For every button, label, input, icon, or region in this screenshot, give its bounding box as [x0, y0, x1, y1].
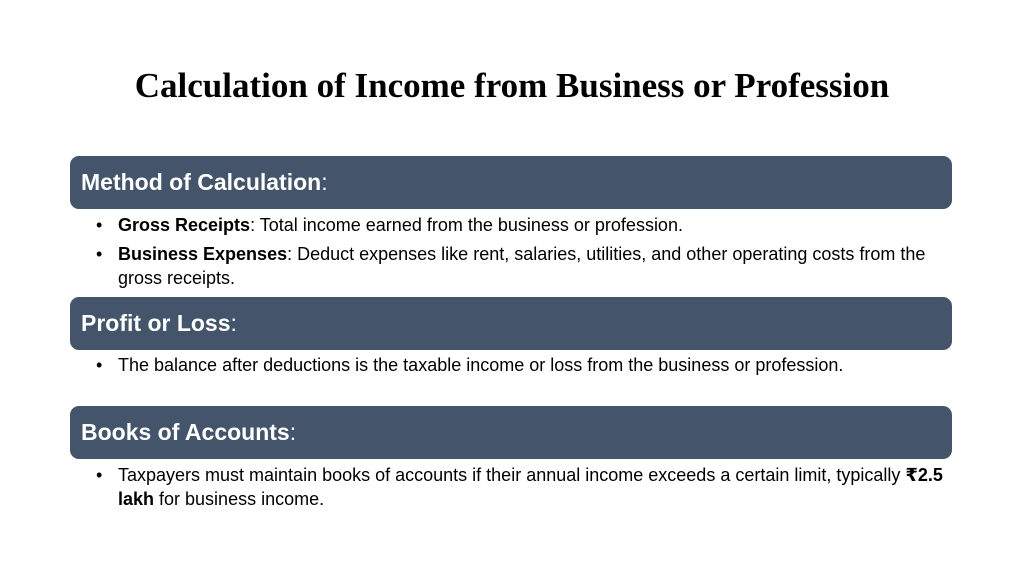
section-heading-text: Books of Accounts — [81, 419, 290, 445]
bullet-text-after: for business income. — [154, 489, 325, 509]
section-heading-colon: : — [321, 169, 328, 195]
bullet-item-business-expenses — [96, 242, 946, 290]
bullet-lead-term: Gross Receipts — [118, 215, 251, 235]
section-header-method-of-calculation — [70, 156, 952, 209]
section-header-profit-or-loss — [70, 297, 952, 350]
bullet-text: : Total income earned from the business or profession. — [250, 215, 683, 235]
slide-title: Calculation of Income from Business or Profession — [134, 66, 890, 105]
bullet-lead-term: Business Expenses — [118, 244, 288, 264]
bullet-dot-icon: • — [96, 465, 103, 485]
section-heading-colon: : — [230, 310, 237, 336]
bullet-item-balance — [96, 353, 946, 377]
bullet-dot-icon: • — [96, 244, 103, 264]
bullet-text: : Deduct expenses like rent, salaries, utilities, and other operating costs from the gross receipts. — [118, 244, 926, 288]
bullet-dot-icon: • — [96, 355, 103, 375]
bullet-text: The balance after deductions is the taxable income or loss from the business or profession. — [118, 355, 844, 375]
section-heading-text: Profit or Loss — [81, 310, 231, 336]
income-limit-amount: ₹2.5 lakh — [118, 465, 943, 509]
bullet-list-profit-or-loss — [96, 353, 946, 382]
section-heading-colon: : — [289, 419, 297, 445]
bullet-item-books-requirement — [96, 463, 946, 511]
bullet-dot-icon: • — [96, 215, 103, 235]
bullet-list-books-of-accounts — [96, 463, 946, 516]
bullet-list-method-of-calculation — [96, 213, 946, 295]
section-heading-text: Method of Calculation — [81, 169, 322, 195]
bullet-text: Taxpayers must maintain books of accounts if their annual income exceeds a certain limit, typically — [118, 465, 906, 485]
bullet-item-gross-receipts — [96, 213, 946, 237]
section-header-books-of-accounts — [70, 406, 952, 459]
